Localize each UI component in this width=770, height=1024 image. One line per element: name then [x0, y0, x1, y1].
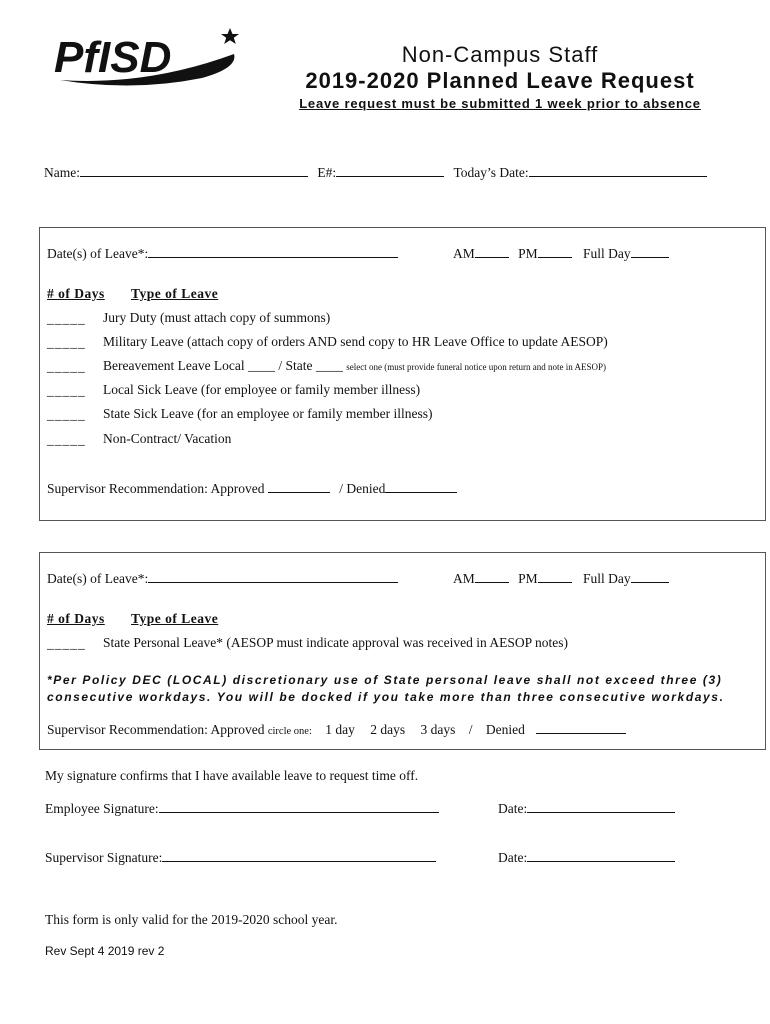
employee-info-row [44, 164, 707, 181]
logo-text: PfISD [54, 33, 172, 82]
dates-of-leave-field[interactable] [148, 245, 398, 258]
supervisor-signature-field[interactable] [162, 849, 436, 862]
leave-type-military: Military Leave (attach copy of orders AND send copy to HR Leave Office to update AESOP) [103, 334, 608, 349]
type-column-header: Type of Leave [131, 286, 219, 301]
form-title-line2: 2019-2020 Planned Leave Request [305, 68, 695, 93]
days-blank[interactable]: _____ [47, 359, 86, 374]
approved-field[interactable] [268, 480, 330, 493]
option-1-day[interactable]: 1 day [325, 722, 355, 737]
todays-date-label: Today’s Date: [453, 165, 529, 180]
leave-type-state-sick: State Sick Leave (for an employee or family member illness) [103, 406, 433, 421]
pm-field[interactable] [538, 245, 572, 258]
star-icon [221, 28, 239, 44]
supervisor-signature-label: Supervisor Signature: [45, 850, 163, 865]
employee-signature-label: Employee Signature: [45, 801, 159, 816]
am-label: AM [453, 571, 475, 586]
validity-note: This form is only valid for the 2019-2020 school year. [45, 912, 338, 927]
denied-field[interactable] [385, 480, 457, 493]
supervisor-recommendation-label: Supervisor Recommendation: Approved [47, 481, 265, 496]
form-subtitle: Leave request must be submitted 1 week prior to absence [299, 96, 701, 111]
option-3-days[interactable]: 3 days [420, 722, 456, 737]
todays-date-field[interactable] [529, 164, 707, 177]
days-blank[interactable]: _____ [47, 335, 86, 350]
option-denied[interactable]: Denied [485, 722, 525, 737]
supervisor-date-label: Date: [498, 850, 528, 865]
option-2-days[interactable]: 2 days [370, 722, 406, 737]
denied-label: / Denied [339, 481, 386, 496]
leave-section-1 [39, 227, 766, 521]
leave-type-vacation: Non-Contract/ Vacation [103, 431, 232, 446]
e-number-label: E#: [317, 165, 337, 180]
days-column-header: # of Days [47, 611, 105, 626]
employee-signature-field[interactable] [159, 800, 439, 813]
full-day-field[interactable] [631, 245, 669, 258]
full-day-field[interactable] [631, 570, 669, 583]
e-number-field[interactable] [336, 164, 444, 177]
revision-note: Rev Sept 4 2019 rev 2 [45, 944, 165, 958]
signature-confirmation: My signature confirms that I have available leave to request time off. [45, 768, 419, 783]
option-separator: / [468, 722, 473, 737]
leave-type-jury-duty: Jury Duty (must attach copy of summons) [103, 310, 331, 325]
type-column-header: Type of Leave [131, 611, 219, 626]
employee-date-field[interactable] [527, 800, 675, 813]
pfisd-logo [52, 20, 242, 90]
days-column-header: # of Days [47, 286, 105, 301]
bereavement-note: select one (must provide funeral notice upon return and note in AESOP) [346, 362, 606, 372]
pm-label: PM [518, 571, 538, 586]
days-blank[interactable]: _____ [47, 311, 86, 326]
leave-section-2 [39, 552, 766, 750]
leave-type-bereavement: Bereavement Leave Local ____ / State ____ [103, 358, 343, 373]
circle-one-label: circle one: [267, 726, 312, 737]
am-label: AM [453, 246, 475, 261]
days-blank[interactable]: _____ [47, 407, 86, 422]
dates-of-leave-field[interactable] [148, 570, 398, 583]
dates-of-leave-label: Date(s) of Leave*: [47, 571, 149, 586]
full-day-label: Full Day [583, 246, 631, 261]
form-title-line1: Non-Campus Staff [401, 42, 599, 67]
leave-type-local-sick: Local Sick Leave (for employee or family member illness) [103, 382, 421, 397]
days-blank[interactable]: _____ [47, 383, 86, 398]
am-field[interactable] [475, 245, 509, 258]
name-label: Name: [44, 165, 80, 180]
supervisor-recommendation-label: Supervisor Recommendation: Approved [47, 722, 265, 737]
full-day-label: Full Day [583, 571, 631, 586]
pm-field[interactable] [538, 570, 572, 583]
days-blank[interactable]: _____ [47, 636, 86, 651]
pm-label: PM [518, 246, 538, 261]
supervisor-date-field[interactable] [527, 849, 675, 862]
name-field[interactable] [80, 164, 308, 177]
dates-of-leave-label: Date(s) of Leave*: [47, 246, 149, 261]
am-field[interactable] [475, 570, 509, 583]
leave-type-state-personal: State Personal Leave* (AESOP must indicate approval was received in AESOP notes) [103, 635, 569, 650]
policy-note: *Per Policy DEC (LOCAL) discretionary use of State personal leave shall not exceed three (3) consecutive workdays. You will be docked if you take more than three consecutive workdays. [47, 673, 725, 704]
days-blank[interactable]: _____ [47, 432, 86, 447]
employee-date-label: Date: [498, 801, 528, 816]
denied-field[interactable] [536, 721, 626, 734]
